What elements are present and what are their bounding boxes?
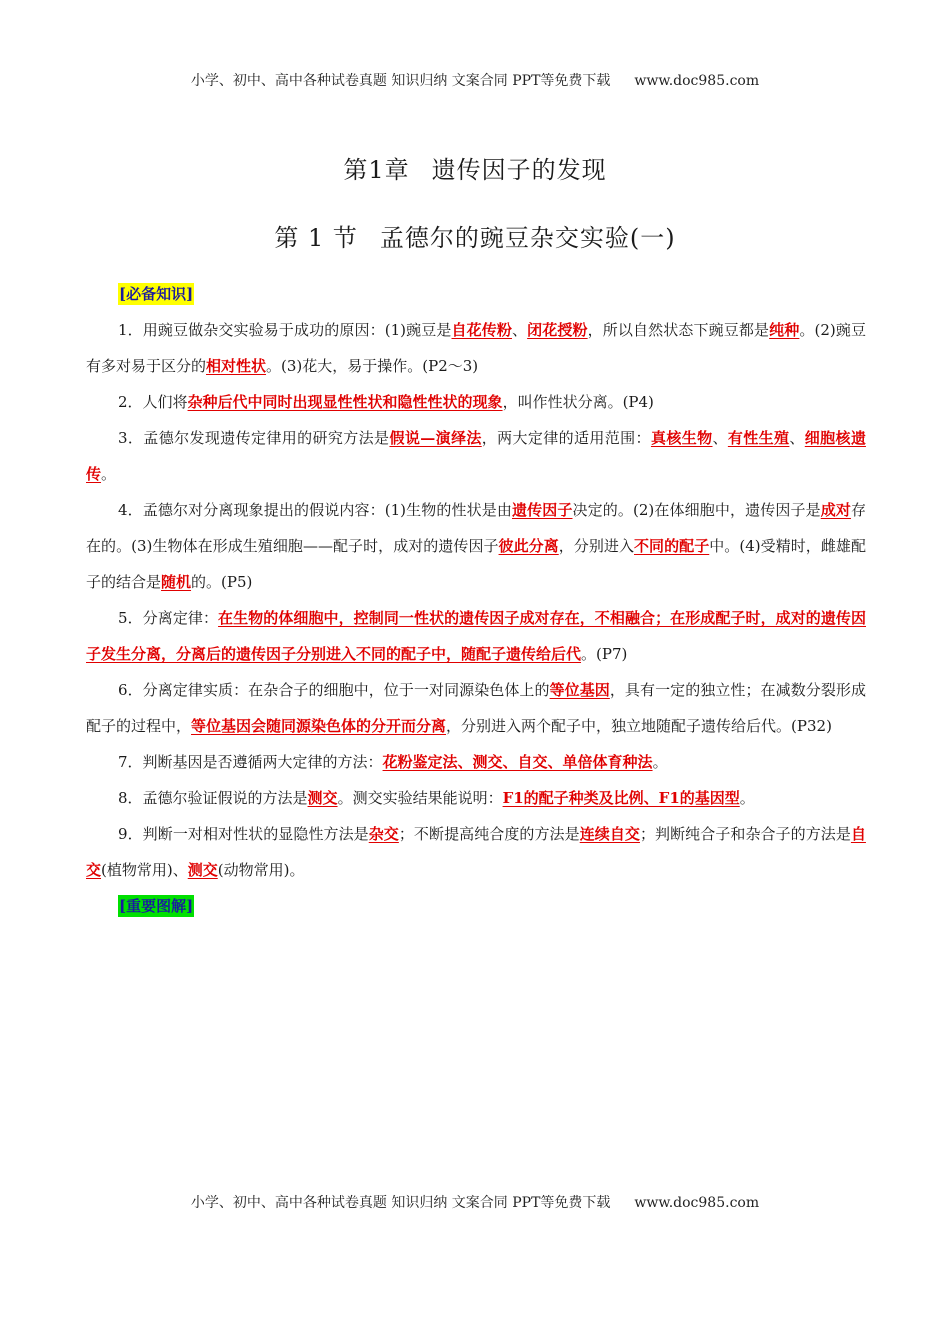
diagram-tag: [重要图解] xyxy=(119,897,194,915)
section-name: 孟德尔的豌豆杂交实验(一) xyxy=(379,224,676,252)
item-text: 。 xyxy=(101,465,117,483)
item-text: 的。(P5) xyxy=(191,573,253,591)
item-text: ，具有一定的独立性；在减数分裂形成配子的过程中， xyxy=(86,681,866,735)
item-highlight: 连续自交 xyxy=(579,825,640,843)
item-highlight: 等位基因 xyxy=(549,681,610,699)
item-highlight: 杂交 xyxy=(368,825,399,843)
item-text: 存在的。(3)生物体在形成生殖细胞——配子时，成对的遗传因子 xyxy=(86,501,866,555)
header-text: 小学、初中、高中各种试卷真题 知识归纳 文案合同 PPT等免费下载 xyxy=(190,73,611,89)
knowledge-item-3 xyxy=(86,420,866,492)
page-header xyxy=(0,70,950,90)
item-highlight: 相对性状 xyxy=(206,357,267,375)
item-text: ，分别进入 xyxy=(558,537,634,555)
item-text: ，分别进入两个配子中，独立地随配子遗传给后代。(P32) xyxy=(446,717,832,735)
item-text: 。(3)花大，易于操作。(P2～3) xyxy=(266,357,479,375)
chapter-number: 第1章 xyxy=(343,156,410,184)
item-text: ；不断提高纯合度的方法是 xyxy=(398,825,580,843)
chapter-title xyxy=(0,150,950,185)
footer-url: www.doc985.com xyxy=(634,1195,760,1211)
item-highlight: 测交 xyxy=(187,861,218,879)
knowledge-item-5 xyxy=(86,600,866,672)
item-highlight: 成对 xyxy=(820,501,851,519)
content-body xyxy=(86,276,866,924)
item-text: 4．孟德尔对分离现象提出的假说内容：(1)生物的性状是由 xyxy=(118,501,512,519)
knowledge-item-4 xyxy=(86,492,866,600)
item-text: (动物常用)。 xyxy=(217,861,305,879)
item-text: ，所以自然状态下豌豆都是 xyxy=(587,321,770,339)
item-highlight: 纯种 xyxy=(769,321,800,339)
section-number: 第 1 节 xyxy=(274,224,358,252)
item-highlight: 闭花授粉 xyxy=(527,321,588,339)
item-text: 5．分离定律： xyxy=(118,609,219,627)
item-text: ；判断纯合子和杂合子的方法是 xyxy=(639,825,851,843)
item-highlight: 彼此分离 xyxy=(498,537,559,555)
item-highlight: 遗传因子 xyxy=(512,501,573,519)
knowledge-item-7 xyxy=(86,744,866,780)
item-text: 9．判断一对相对性状的显隐性方法是 xyxy=(118,825,369,843)
item-highlight: 自交 xyxy=(86,825,866,879)
item-text: 、 xyxy=(789,429,805,447)
item-highlight: 真核生物 xyxy=(650,429,713,447)
knowledge-item-8 xyxy=(86,780,866,816)
knowledge-item-2 xyxy=(86,384,866,420)
item-highlight: 随机 xyxy=(161,573,192,591)
item-text: 。(2)豌豆有多对易于区分的 xyxy=(86,321,866,375)
knowledge-tag: [必备知识] xyxy=(119,285,194,303)
item-highlight: 在生物的体细胞中，控制同一性状的遗传因子成对存在，不相融合；在形成配子时，成对的遗传因子发生分离，分离后的遗传因子分别进入不同的配子中，随配子遗传给后代 xyxy=(86,609,866,663)
section-title xyxy=(0,218,950,253)
item-highlight: 有性生殖 xyxy=(727,429,790,447)
item-highlight: 假说—演绎法 xyxy=(389,429,482,447)
item-text: 。 xyxy=(652,753,668,771)
header-url: www.doc985.com xyxy=(634,73,760,89)
item-highlight: 花粉鉴定法、测交、自交、单倍体育种法 xyxy=(382,753,653,771)
knowledge-item-6 xyxy=(86,672,866,744)
item-text: (植物常用)、 xyxy=(101,861,188,879)
item-highlight: 测交 xyxy=(307,789,338,807)
knowledge-item-1 xyxy=(86,312,866,384)
page-footer xyxy=(0,1192,950,1212)
item-highlight: 等位基因会随同源染色体的分开而分离 xyxy=(191,717,447,735)
item-text: 2．人们将 xyxy=(118,393,188,411)
item-text: 中。(4)受精时，雌雄配子的结合是 xyxy=(86,537,866,591)
chapter-name: 遗传因子的发现 xyxy=(431,156,607,184)
item-text: 。 xyxy=(739,789,755,807)
item-text: 7．判断基因是否遵循两大定律的方法： xyxy=(118,753,383,771)
footer-text: 小学、初中、高中各种试卷真题 知识归纳 文案合同 PPT等免费下载 xyxy=(190,1195,611,1211)
item-text: 3．孟德尔发现遗传定律用的研究方法是 xyxy=(118,429,390,447)
knowledge-tag-row xyxy=(86,276,866,312)
item-text: 8．孟德尔验证假说的方法是 xyxy=(118,789,308,807)
knowledge-item-9 xyxy=(86,816,866,888)
item-highlight: 自花传粉 xyxy=(451,321,512,339)
item-highlight: 细胞核遗传 xyxy=(86,429,866,483)
item-text: 、 xyxy=(712,429,728,447)
item-text: ，两大定律的适用范围： xyxy=(481,429,651,447)
item-text: 决定的。(2)在体细胞中，遗传因子是 xyxy=(572,501,821,519)
item-text: 。测交实验结果能说明： xyxy=(337,789,503,807)
item-highlight: 杂种后代中同时出现显性性状和隐性性状的现象 xyxy=(187,393,503,411)
item-text: 1．用豌豆做杂交实验易于成功的原因：(1)豌豆是 xyxy=(118,321,452,339)
item-highlight: F1的配子种类及比例、F1的基因型 xyxy=(502,789,740,807)
item-text: 、 xyxy=(512,321,528,339)
item-text: 6．分离定律实质：在杂合子的细胞中，位于一对同源染色体上的 xyxy=(118,681,550,699)
item-text: ，叫作性状分离。(P4) xyxy=(502,393,654,411)
item-highlight: 不同的配子 xyxy=(634,537,710,555)
item-text: 。(P7) xyxy=(581,645,628,663)
diagram-tag-row xyxy=(86,888,866,924)
